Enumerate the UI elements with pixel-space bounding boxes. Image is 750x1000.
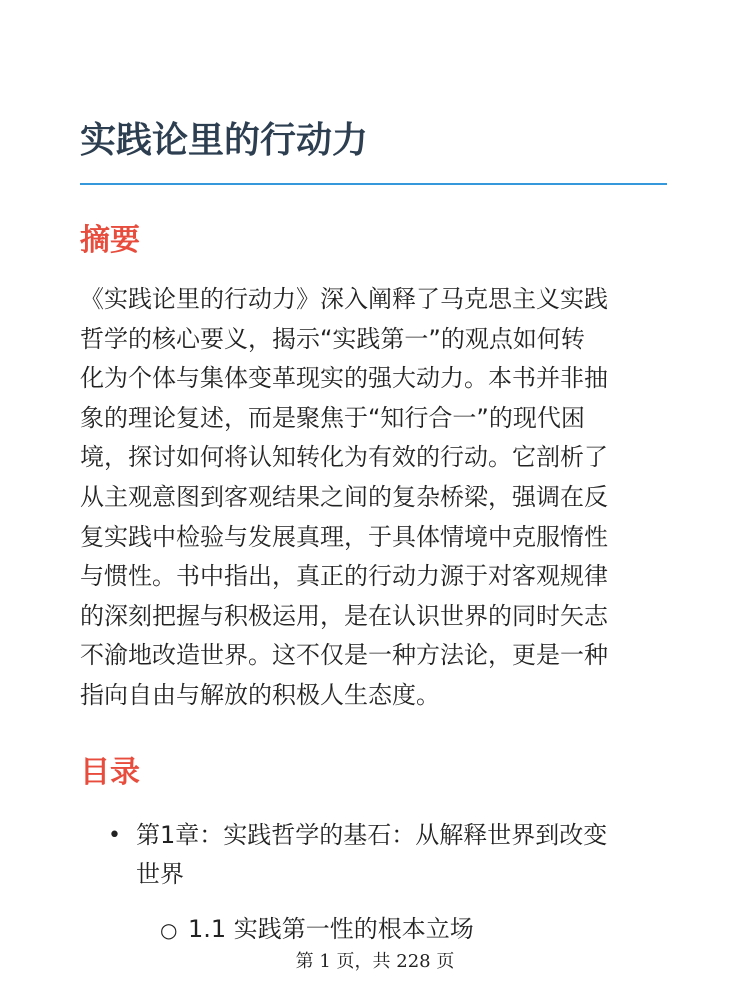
- summary-line: 《实践论里的行动力》深入阐释了马克思主义实践: [80, 285, 608, 313]
- summary-line: 不渝地改造世界。这不仅是一种方法论，更是一种: [80, 641, 608, 670]
- summary-paragraph: [80, 280, 672, 716]
- circle-bullet-icon: ○: [160, 918, 178, 942]
- toc-item-label-line: 第1章：实践哲学的基石：从解释世界到改变: [136, 821, 608, 849]
- toc-item-section-1-1[interactable]: [160, 910, 680, 950]
- toc-heading: 目录: [80, 755, 140, 790]
- summary-line: 从主观意图到客观结果之间的复杂桥梁，强调在反: [80, 482, 608, 511]
- summary-line: 象的理论复述，而是聚焦于“知行合一”的现代困: [80, 403, 585, 432]
- summary-line: 指向自由与解放的积极人生态度。: [80, 680, 440, 709]
- summary-line: 哲学的核心要义，揭示“实践第一”的观点如何转: [80, 324, 585, 353]
- summary-line: 化为个体与集体变革现实的强大动力。本书并非抽: [80, 364, 608, 393]
- page-title: 实践论里的行动力: [80, 120, 369, 161]
- summary-line: 复实践中检验与发展真理，于具体情境中克服惰性: [80, 522, 608, 551]
- toc-item-label-line: 世界: [136, 860, 184, 888]
- title-divider: [80, 183, 667, 185]
- toc-item-label: [136, 816, 678, 894]
- summary-line: 境，探讨如何将认知转化为有效的行动。它剖析了: [80, 443, 608, 472]
- summary-line: 的深刻把握与积极运用，是在认识世界的同时矢志: [80, 601, 608, 630]
- summary-heading: 摘要: [80, 223, 140, 258]
- toc-item-label: 1.1 实践第一性的根本立场: [188, 915, 474, 943]
- bullet-icon: •: [108, 823, 121, 848]
- page-number-footer: 第 1 页，共 228 页: [295, 951, 455, 972]
- toc-item-chapter-1[interactable]: [108, 816, 678, 894]
- summary-line: 与惯性。书中指出，真正的行动力源于对客观规律: [80, 562, 608, 591]
